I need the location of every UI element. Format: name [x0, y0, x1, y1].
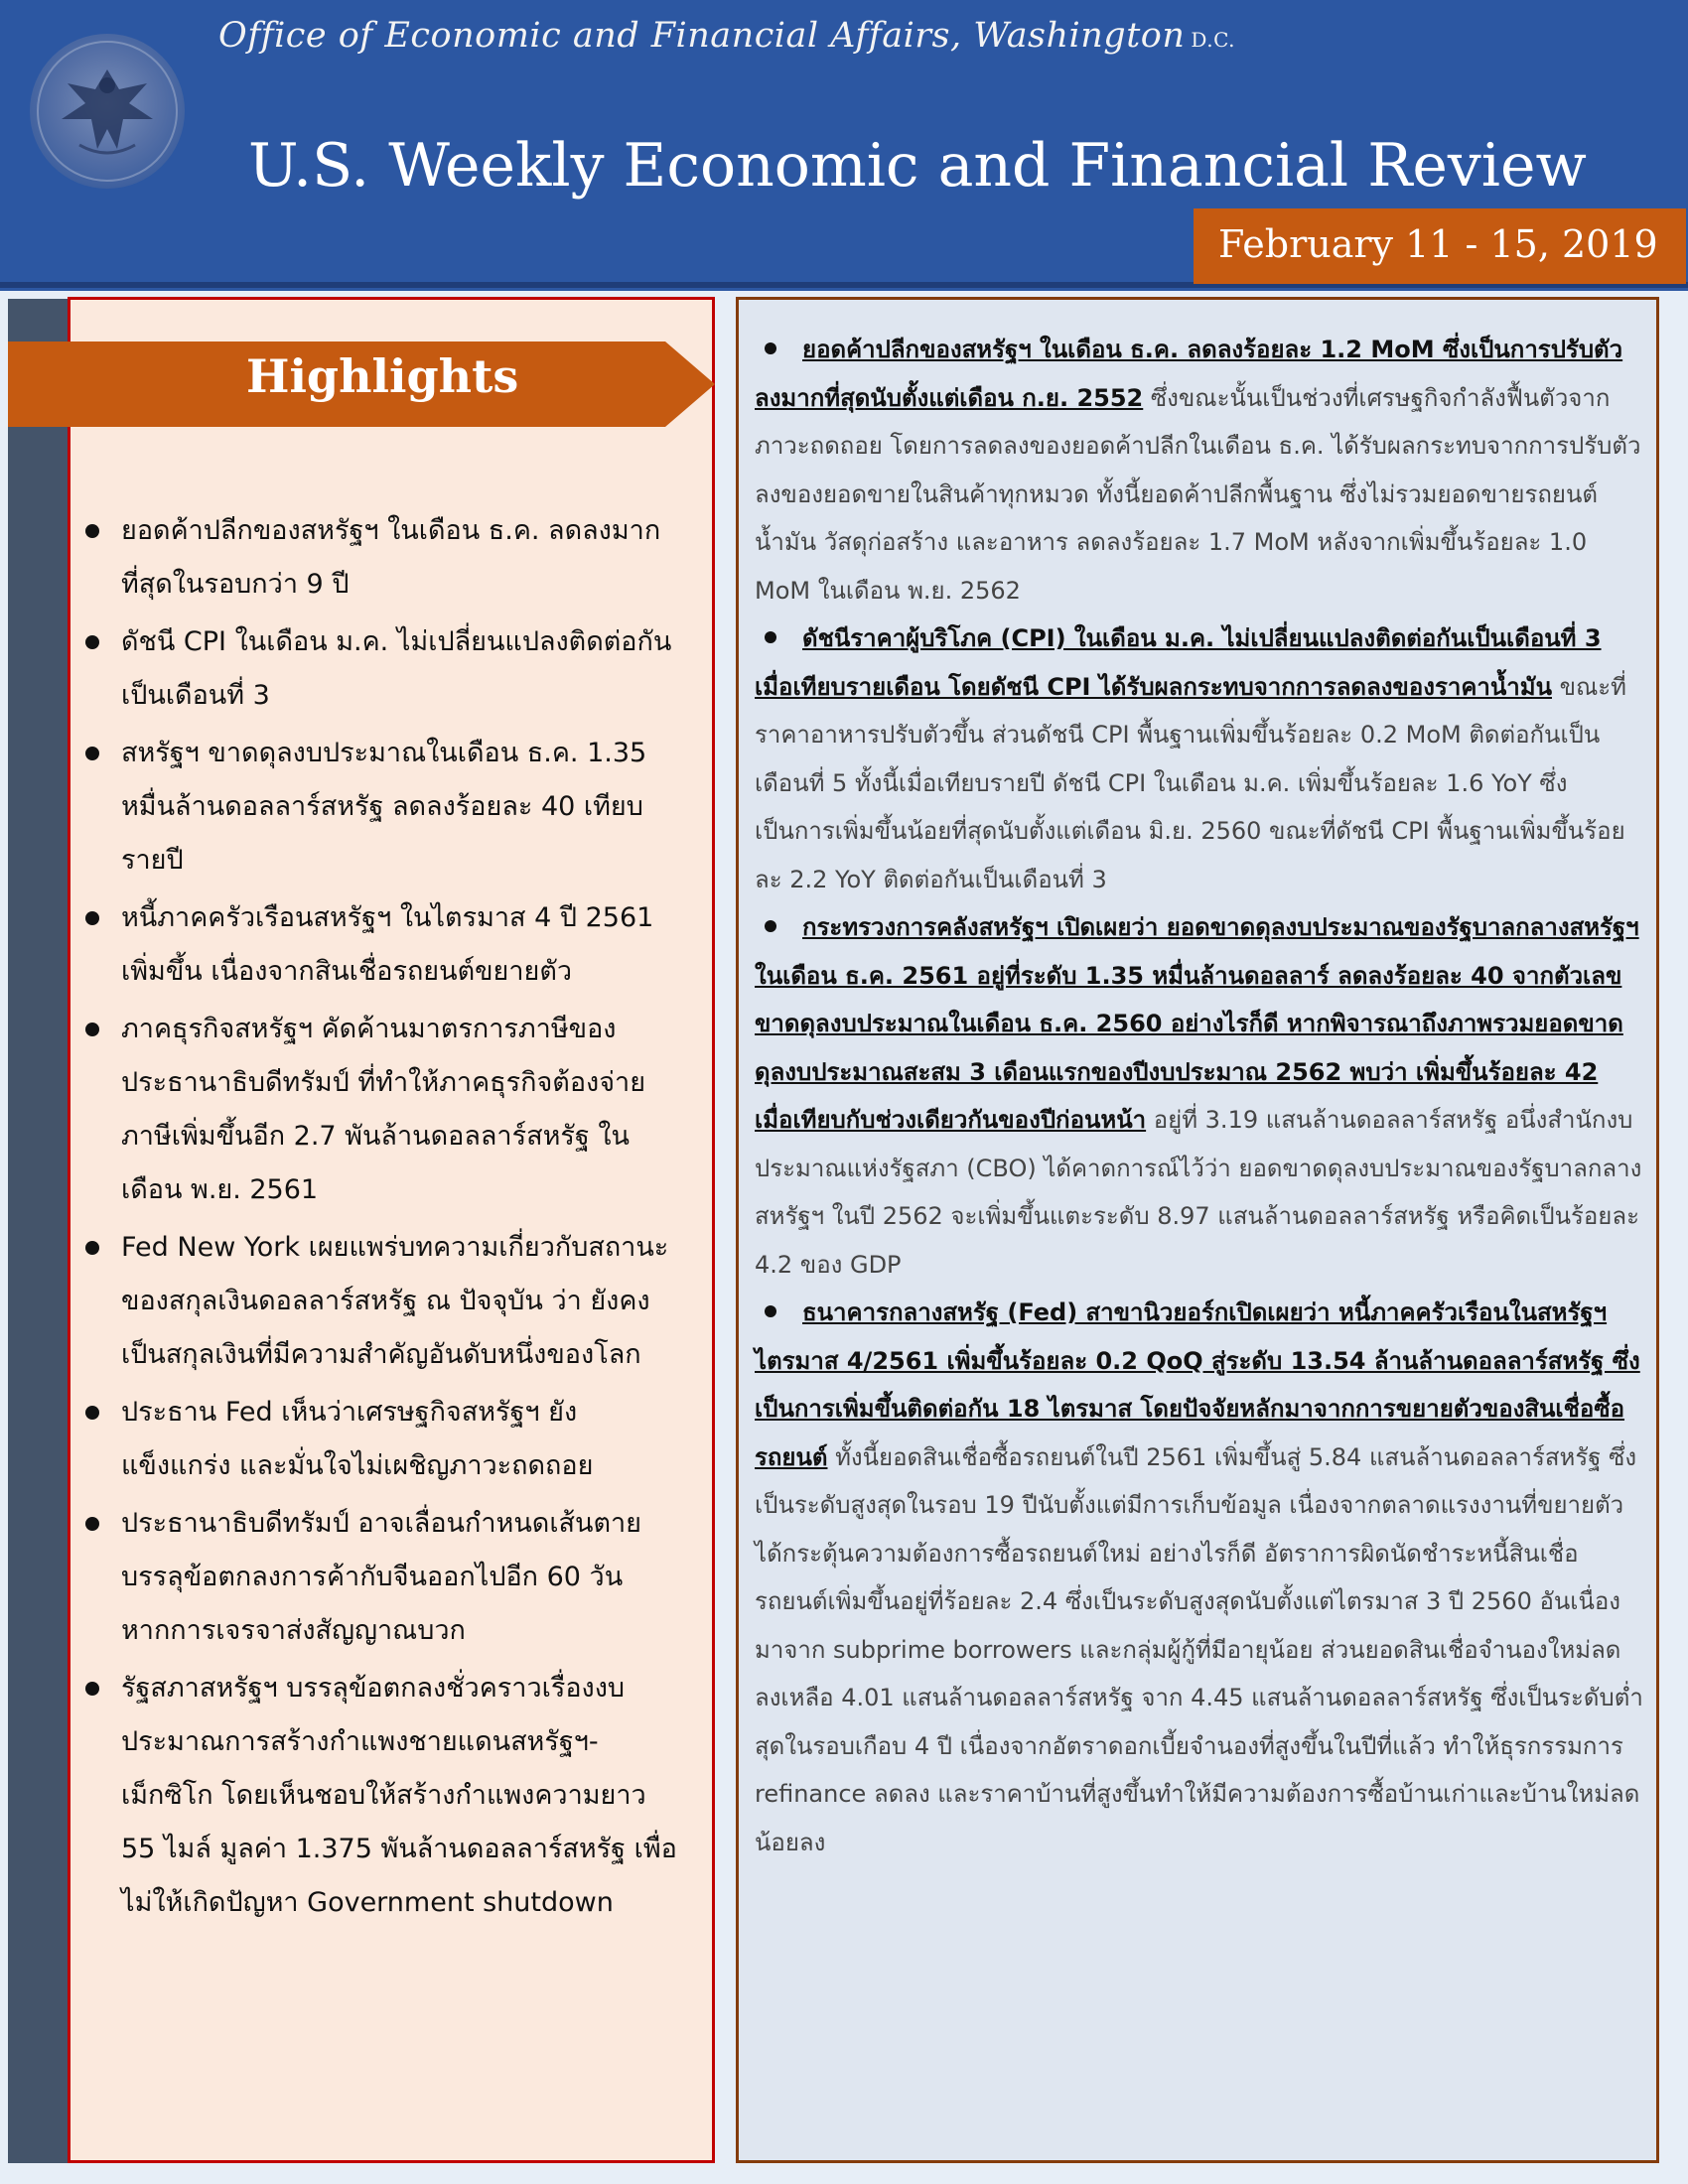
highlight-text: รัฐสภาสหรัฐฯ บรรลุข้อตกลงชั่วคราวเรื่องงบประมาณการสร้างกำแพงชายแดนสหรัฐฯ-เม็กซิโก โดยเห็นชอบให้สร้างกำแพงความยาว 55 ไมล์ มูลค่า 1.375 พันล้านดอลลาร์สหรัฐ เพื่อไม่ให้เกิดปัญหา Government shutdown [121, 1673, 677, 1918]
news-body: ซึ่งขณะนั้นเป็นช่วงที่เศรษฐกิจกำลังฟื้นตัวจากภาวะถดถอย โดยการลดลงของยอดค้าปลีกในเดือน ธ.ค. ได้รับผลกระทบจากการปรับตัวลงของยอดขายในสินค้าทุกหมวด ทั้งนี้ยอดค้าปลีกพื้นฐาน ซึ่งไม่รวมยอดขายรถยนต์ น้ำมัน วัสดุก่อสร้าง และอาหาร ลดลงร้อยละ 1.7 MoM หลังจากเพิ่มขึ้นร้อยละ 1.0 MoM ในเดือน พ.ย. 2562 [755, 383, 1641, 605]
left-accent-bar [8, 299, 70, 2163]
highlight-item [83, 727, 679, 887]
eagle-seal-icon [30, 34, 185, 189]
bullet-icon [85, 635, 99, 649]
highlights-list [83, 504, 679, 1934]
bullet-icon [765, 631, 776, 643]
page-title: U.S. Weekly Economic and Financial Review [248, 131, 1587, 201]
highlight-text: ยอดค้าปลีกของสหรัฐฯ ในเดือน ธ.ค. ลดลงมากที่สุดในรอบกว่า 9 ปี [121, 515, 661, 600]
news-item-cpi [755, 614, 1644, 903]
office-name [218, 16, 1311, 56]
news-body: ขณะที่ราคาอาหารปรับตัวขึ้น ส่วนดัชนี CPI พื้นฐานเพิ่มขึ้นร้อยละ 0.2 MoM ติดต่อกันเป็นเดือนที่ 5 ทั้งนี้เมื่อเทียบรายปี ดัชนี CPI ในเดือน ม.ค. เพิ่มขึ้นร้อยละ 1.6 YoY ซึ่งเป็นการเพิ่มขึ้นน้อยที่สุดนับตั้งแต่เดือน มิ.ย. 2560 ขณะที่ดัชนี CPI พื้นฐานเพิ่มขึ้นร้อยละ 2.2 YoY ติดต่อกันเป็นเดือนที่ 3 [755, 672, 1626, 893]
news-content [755, 326, 1644, 1866]
news-lead: ดัชนีราคาผู้บริโภค (CPI) ในเดือน ม.ค. ไม่เปลี่ยนแปลงติดต่อกันเป็นเดือนที่ 3 เมื่อเทียบรายเดือน โดยดัชนี CPI ได้รับผลกระทบจากการลดลงของราคาน้ำมัน [755, 624, 1602, 701]
news-lead: กระทรวงการคลังสหรัฐฯ เปิดเผยว่า ยอดขาดดุลงบประมาณของรัฐบาลกลางสหรัฐฯ ในเดือน ธ.ค. 2561 อยู่ที่ระดับ 1.35 หมื่นล้านดอลลาร์ ลดลงร้อยละ 40 จากตัวเลขขาดดุลงบประมาณในเดือน ธ.ค. 2560 อย่างไรก็ดี หากพิจารณาถึงภาพรวมยอดขาดดุลงบประมาณสะสม 3 เดือนแรกของปีงบประมาณ 2562 พบว่า เพิ่มขึ้นร้อยละ 42 เมื่อเทียบกับช่วงเดียวกันของปีก่อนหน้า [755, 913, 1639, 1134]
news-lead: ธนาคารกลางสหรัฐ (Fed) สาขานิวยอร์กเปิดเผยว่า หนี้ภาคครัวเรือนในสหรัฐฯ ไตรมาส 4/2561 เพิ่มขึ้นร้อยละ 0.2 QoQ สู่ระดับ 13.54 ล้านล้านดอลลาร์สหรัฐ ซึ่งเป็นการเพิ่มขึ้นติดต่อกัน 18 ไตรมาส โดยปัจจัยหลักมาจากการขยายตัวของสินเชื่อซื้อรถยนต์ [755, 1298, 1640, 1471]
news-lead: ยอดค้าปลีกของสหรัฐฯ ในเดือน ธ.ค. ลดลงร้อยละ 1.2 MoM ซึ่งเป็นการปรับตัวลงมากที่สุดนับตั้งแต่เดือน ก.ย. 2552 [755, 336, 1623, 412]
highlight-text: ประธานาธิบดีทรัมป์ อาจเลื่อนกำหนดเส้นตายบรรลุข้อตกลงการค้ากับจีนออกไปอีก 60 วัน หากการเจรจาส่งสัญญาณบวก [121, 1508, 641, 1646]
news-item-household-debt [755, 1289, 1644, 1866]
highlight-text: ดัชนี CPI ในเดือน ม.ค. ไม่เปลี่ยนแปลงติดต่อกันเป็นเดือนที่ 3 [121, 626, 672, 711]
highlight-text: สหรัฐฯ ขาดดุลงบประมาณในเดือน ธ.ค. 1.35 หมื่นล้านดอลลาร์สหรัฐ ลดลงร้อยละ 40 เทียบรายปี [121, 738, 647, 876]
highlight-item [83, 615, 679, 723]
bullet-icon [85, 524, 99, 538]
date-range: February 11 - 15, 2019 [1218, 222, 1658, 266]
header-banner [0, 0, 1688, 291]
bullet-icon [85, 1517, 99, 1531]
bullet-icon [85, 1406, 99, 1420]
highlight-item [83, 891, 679, 999]
bullet-icon [85, 1682, 99, 1696]
highlight-text: หนี้ภาคครัวเรือนสหรัฐฯ ในไตรมาส 4 ปี 2561 เพิ่มขึ้น เนื่องจากสินเชื่อรถยนต์ขยายตัว [121, 902, 654, 987]
highlight-item [83, 1497, 679, 1658]
bullet-icon [765, 920, 776, 932]
office-dc: D.C. [1191, 28, 1236, 52]
bullet-icon [765, 342, 776, 354]
highlights-banner [8, 341, 715, 427]
news-body: ทั้งนี้ยอดสินเชื่อซื้อรถยนต์ในปี 2561 เพิ่มขึ้นสู่ 5.84 แสนล้านดอลลาร์สหรัฐ ซึ่งเป็นระดับสูงสุดในรอบ 19 ปีนับตั้งแต่มีการเก็บข้อมูล เนื่องจากตลาดแรงงานที่ขยายตัวได้กระตุ้นความต้องการซื้อรถยนต์ใหม่ อย่างไรก็ดี อัตราการผิดนัดชำระหนี้สินเชื่อรถยนต์เพิ่มขึ้นอยู่ที่ร้อยละ 2.4 ซึ่งเป็นระดับสูงสุดนับตั้งแต่ไตรมาส 3 ปี 2560 อันเนื่องมาจาก subprime borrowers และกลุ่มผู้กู้ที่มีอายุน้อย ส่วนยอดสินเชื่อจำนองใหม่ลดลงเหลือ 4.01 แสนล้านดอลลาร์สหรัฐ จาก 4.45 แสนล้านดอลลาร์สหรัฐ ซึ่งเป็นระดับต่ำสุดในรอบเกือบ 4 ปี เนื่องจากอัตราดอกเบี้ยจำนองที่สูงขึ้นในปีที่แล้ว ทำให้ธุรกรรมการ refinance ลดลง และราคาบ้านที่สูงขึ้นทำให้มีความต้องการซื้อบ้านเก่าและบ้านใหม่ลดน้อยลง [755, 1442, 1643, 1856]
highlight-text: ภาคธุรกิจสหรัฐฯ คัดค้านมาตรการภาษีของประธานาธิบดีทรัมป์ ที่ทำให้ภาคธุรกิจต้องจ่ายภาษีเพิ่มขึ้นอีก 2.7 พันล้านดอลลาร์สหรัฐ ในเดือน พ.ย. 2561 [121, 1014, 646, 1205]
highlights-title: Highlights [246, 349, 519, 403]
highlight-text: ประธาน Fed เห็นว่าเศรษฐกิจสหรัฐฯ ยังแข็งแกร่ง และมั่นใจไม่เผชิญภาวะถดถอย [121, 1397, 594, 1481]
date-badge [1194, 208, 1686, 284]
bullet-icon [85, 911, 99, 925]
highlight-item [83, 1386, 679, 1493]
highlight-item [83, 1221, 679, 1382]
news-item-retail-sales [755, 326, 1644, 614]
highlight-item [83, 1662, 679, 1930]
highlight-item [83, 504, 679, 612]
news-body: อยู่ที่ 3.19 แสนล้านดอลลาร์สหรัฐ อนึ่งสำนักงบประมาณแห่งรัฐสภา (CBO) ได้คาดการณ์ไว้ว่า ยอดขาดดุลงบประมาณของรัฐบาลกลางสหรัฐฯ ในปี 2562 จะเพิ่มขึ้นแตะระดับ 8.97 แสนล้านดอลลาร์สหรัฐ หรือคิดเป็นร้อยละ 4.2 ของ GDP [755, 1106, 1642, 1279]
news-item-budget-deficit [755, 903, 1644, 1289]
bullet-icon [85, 1241, 99, 1255]
bullet-icon [85, 1023, 99, 1036]
highlight-item [83, 1003, 679, 1217]
office-name-text: Office of Economic and Financial Affairs, Washington [218, 16, 1186, 56]
bullet-icon [765, 1305, 776, 1317]
eagle-seal-logo [30, 34, 185, 189]
bullet-icon [85, 747, 99, 760]
highlight-text: Fed New York เผยแพร่บทความเกี่ยวกับสถานะของสกุลเงินดอลลาร์สหรัฐ ณ ปัจจุบัน ว่า ยังคงเป็นสกุลเงินที่มีความสำคัญอันดับหนึ่งของโลก [121, 1232, 669, 1370]
